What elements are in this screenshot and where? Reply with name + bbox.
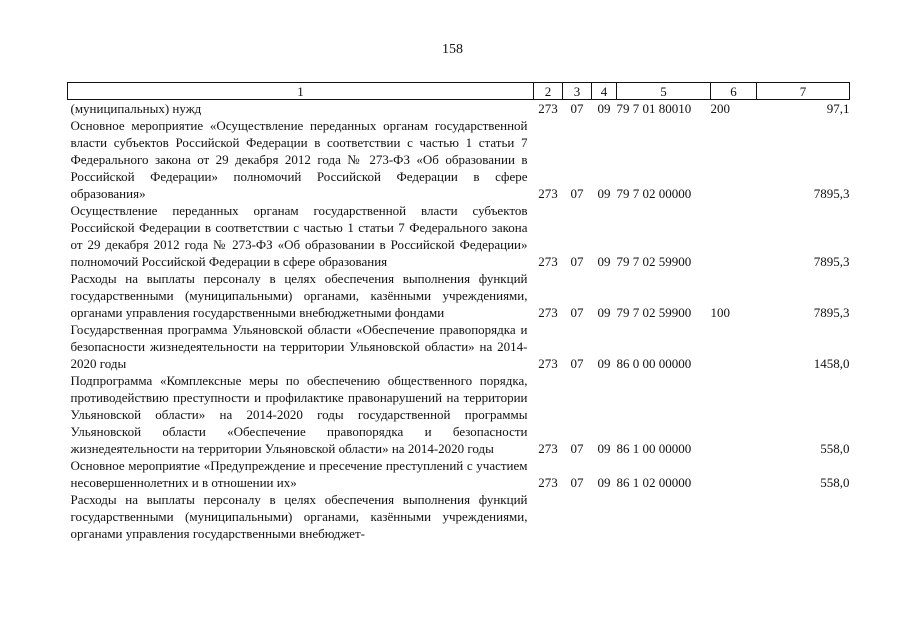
row-cs: 79 7 02 59900 — [616, 305, 692, 320]
row-name: Расходы на выплаты персоналу в целях обеспечения выполнения функций государственными (муниципальными) органами, казёнными учреждениями, органами управления государственными внебюджет- — [70, 492, 528, 541]
row-cs: 86 1 02 00000 — [616, 475, 692, 490]
row-cs: 86 0 00 00000 — [616, 356, 692, 371]
page-number: 158 — [442, 42, 463, 57]
row-cs: 79 7 01 80010 — [616, 101, 692, 116]
row-pr: 09 — [597, 186, 611, 201]
row-amount — [757, 491, 850, 542]
row-gr: 273 — [538, 305, 558, 320]
row-pr: 09 — [597, 254, 611, 269]
row-amount: 7895,3 — [813, 305, 850, 320]
row-name: Осуществление переданных органам государственной власти субъектов Российской Федерации в соответствии с частью 1 статьи 7 Федерального закона от 29 декабря 2012 года № 273-ФЗ «Об образовании в Российской Федерации» полномочий Российской Федерации в сфере образования — [70, 203, 528, 269]
budget-table — [67, 82, 850, 542]
row-rz: 07 — [570, 356, 584, 371]
row-pr: 09 — [597, 441, 611, 456]
header-gr: 2 — [534, 83, 563, 100]
table-row — [68, 202, 850, 270]
row-cs — [617, 491, 711, 542]
row-vr — [711, 372, 757, 457]
row-vr — [711, 491, 757, 542]
row-rz: 07 — [570, 101, 584, 116]
row-gr: 273 — [538, 254, 558, 269]
header-vr: 6 — [711, 83, 757, 100]
row-amount: 558,0 — [820, 475, 850, 490]
row-rz — [563, 491, 592, 542]
table-row — [68, 270, 850, 321]
row-name: Основное мероприятие «Предупреждение и пресечение преступлений с участием несовершеннолетних и в отношении их» — [70, 458, 528, 490]
row-gr — [534, 491, 563, 542]
row-rz: 07 — [570, 441, 584, 456]
row-pr — [592, 491, 617, 542]
row-name: Государственная программа Ульяновской области «Обеспечение правопорядка и безопасности жизнедеятельности на территории Ульяновской области» на 2014-2020 годы — [70, 322, 528, 371]
table-row — [68, 372, 850, 457]
row-pr: 09 — [597, 475, 611, 490]
row-vr — [711, 321, 757, 372]
table-row — [68, 321, 850, 372]
row-pr: 09 — [597, 101, 611, 116]
table-row — [68, 491, 850, 542]
row-cs: 79 7 02 00000 — [616, 186, 692, 201]
row-gr: 273 — [538, 441, 558, 456]
row-name: Основное мероприятие «Осуществление переданных органам государственной власти субъектов Российской Федерации в соответствии с частью 1 статьи 7 Федерального закона от 29 декабря 2012 года № 273-ФЗ «Об образовании в Российской Федерации» полномочий Российской Федерации в сфере образования» — [70, 118, 528, 201]
row-amount: 7895,3 — [813, 254, 850, 269]
row-vr — [711, 117, 757, 202]
row-name: (муниципальных) нужд — [70, 101, 202, 116]
row-amount: 558,0 — [820, 441, 850, 456]
row-amount: 1458,0 — [813, 356, 850, 371]
row-vr: 100 — [710, 305, 730, 320]
row-gr: 273 — [538, 186, 558, 201]
row-gr: 273 — [538, 356, 558, 371]
header-name: 1 — [68, 83, 534, 100]
row-cs: 86 1 00 00000 — [616, 441, 692, 456]
table-row — [68, 117, 850, 202]
row-gr: 273 — [538, 475, 558, 490]
row-vr: 200 — [710, 101, 730, 116]
row-rz: 07 — [570, 254, 584, 269]
table-header-row — [68, 83, 850, 100]
header-amount: 7 — [757, 83, 850, 100]
row-pr: 09 — [597, 356, 611, 371]
table-row — [68, 457, 850, 491]
row-rz: 07 — [570, 305, 584, 320]
row-vr — [711, 457, 757, 491]
row-name: Подпрограмма «Комплексные меры по обеспечению общественного порядка, противодействию преступности и профилактике правонарушений на территории Ульяновской области» на 2014-2020 годы государственной программы Ульяновской области «Обеспечение правопорядка и безопасности жизнедеятельности на территории Ульяновской области» на 2014-2020 годы — [70, 373, 528, 456]
row-rz: 07 — [570, 186, 584, 201]
row-pr: 09 — [597, 305, 611, 320]
row-amount: 7895,3 — [813, 186, 850, 201]
row-vr — [711, 202, 757, 270]
row-rz: 07 — [570, 475, 584, 490]
table-row — [68, 100, 850, 118]
header-rz: 3 — [563, 83, 592, 100]
header-cs: 5 — [617, 83, 711, 100]
header-pr: 4 — [592, 83, 617, 100]
row-gr: 273 — [538, 101, 558, 116]
row-cs: 79 7 02 59900 — [616, 254, 692, 269]
row-amount: 97,1 — [826, 101, 850, 116]
row-name: Расходы на выплаты персоналу в целях обеспечения выполнения функций государственными (муниципальными) органами, казёнными учреждениями, органами управления государственными внебюджетными фондами — [70, 271, 528, 320]
